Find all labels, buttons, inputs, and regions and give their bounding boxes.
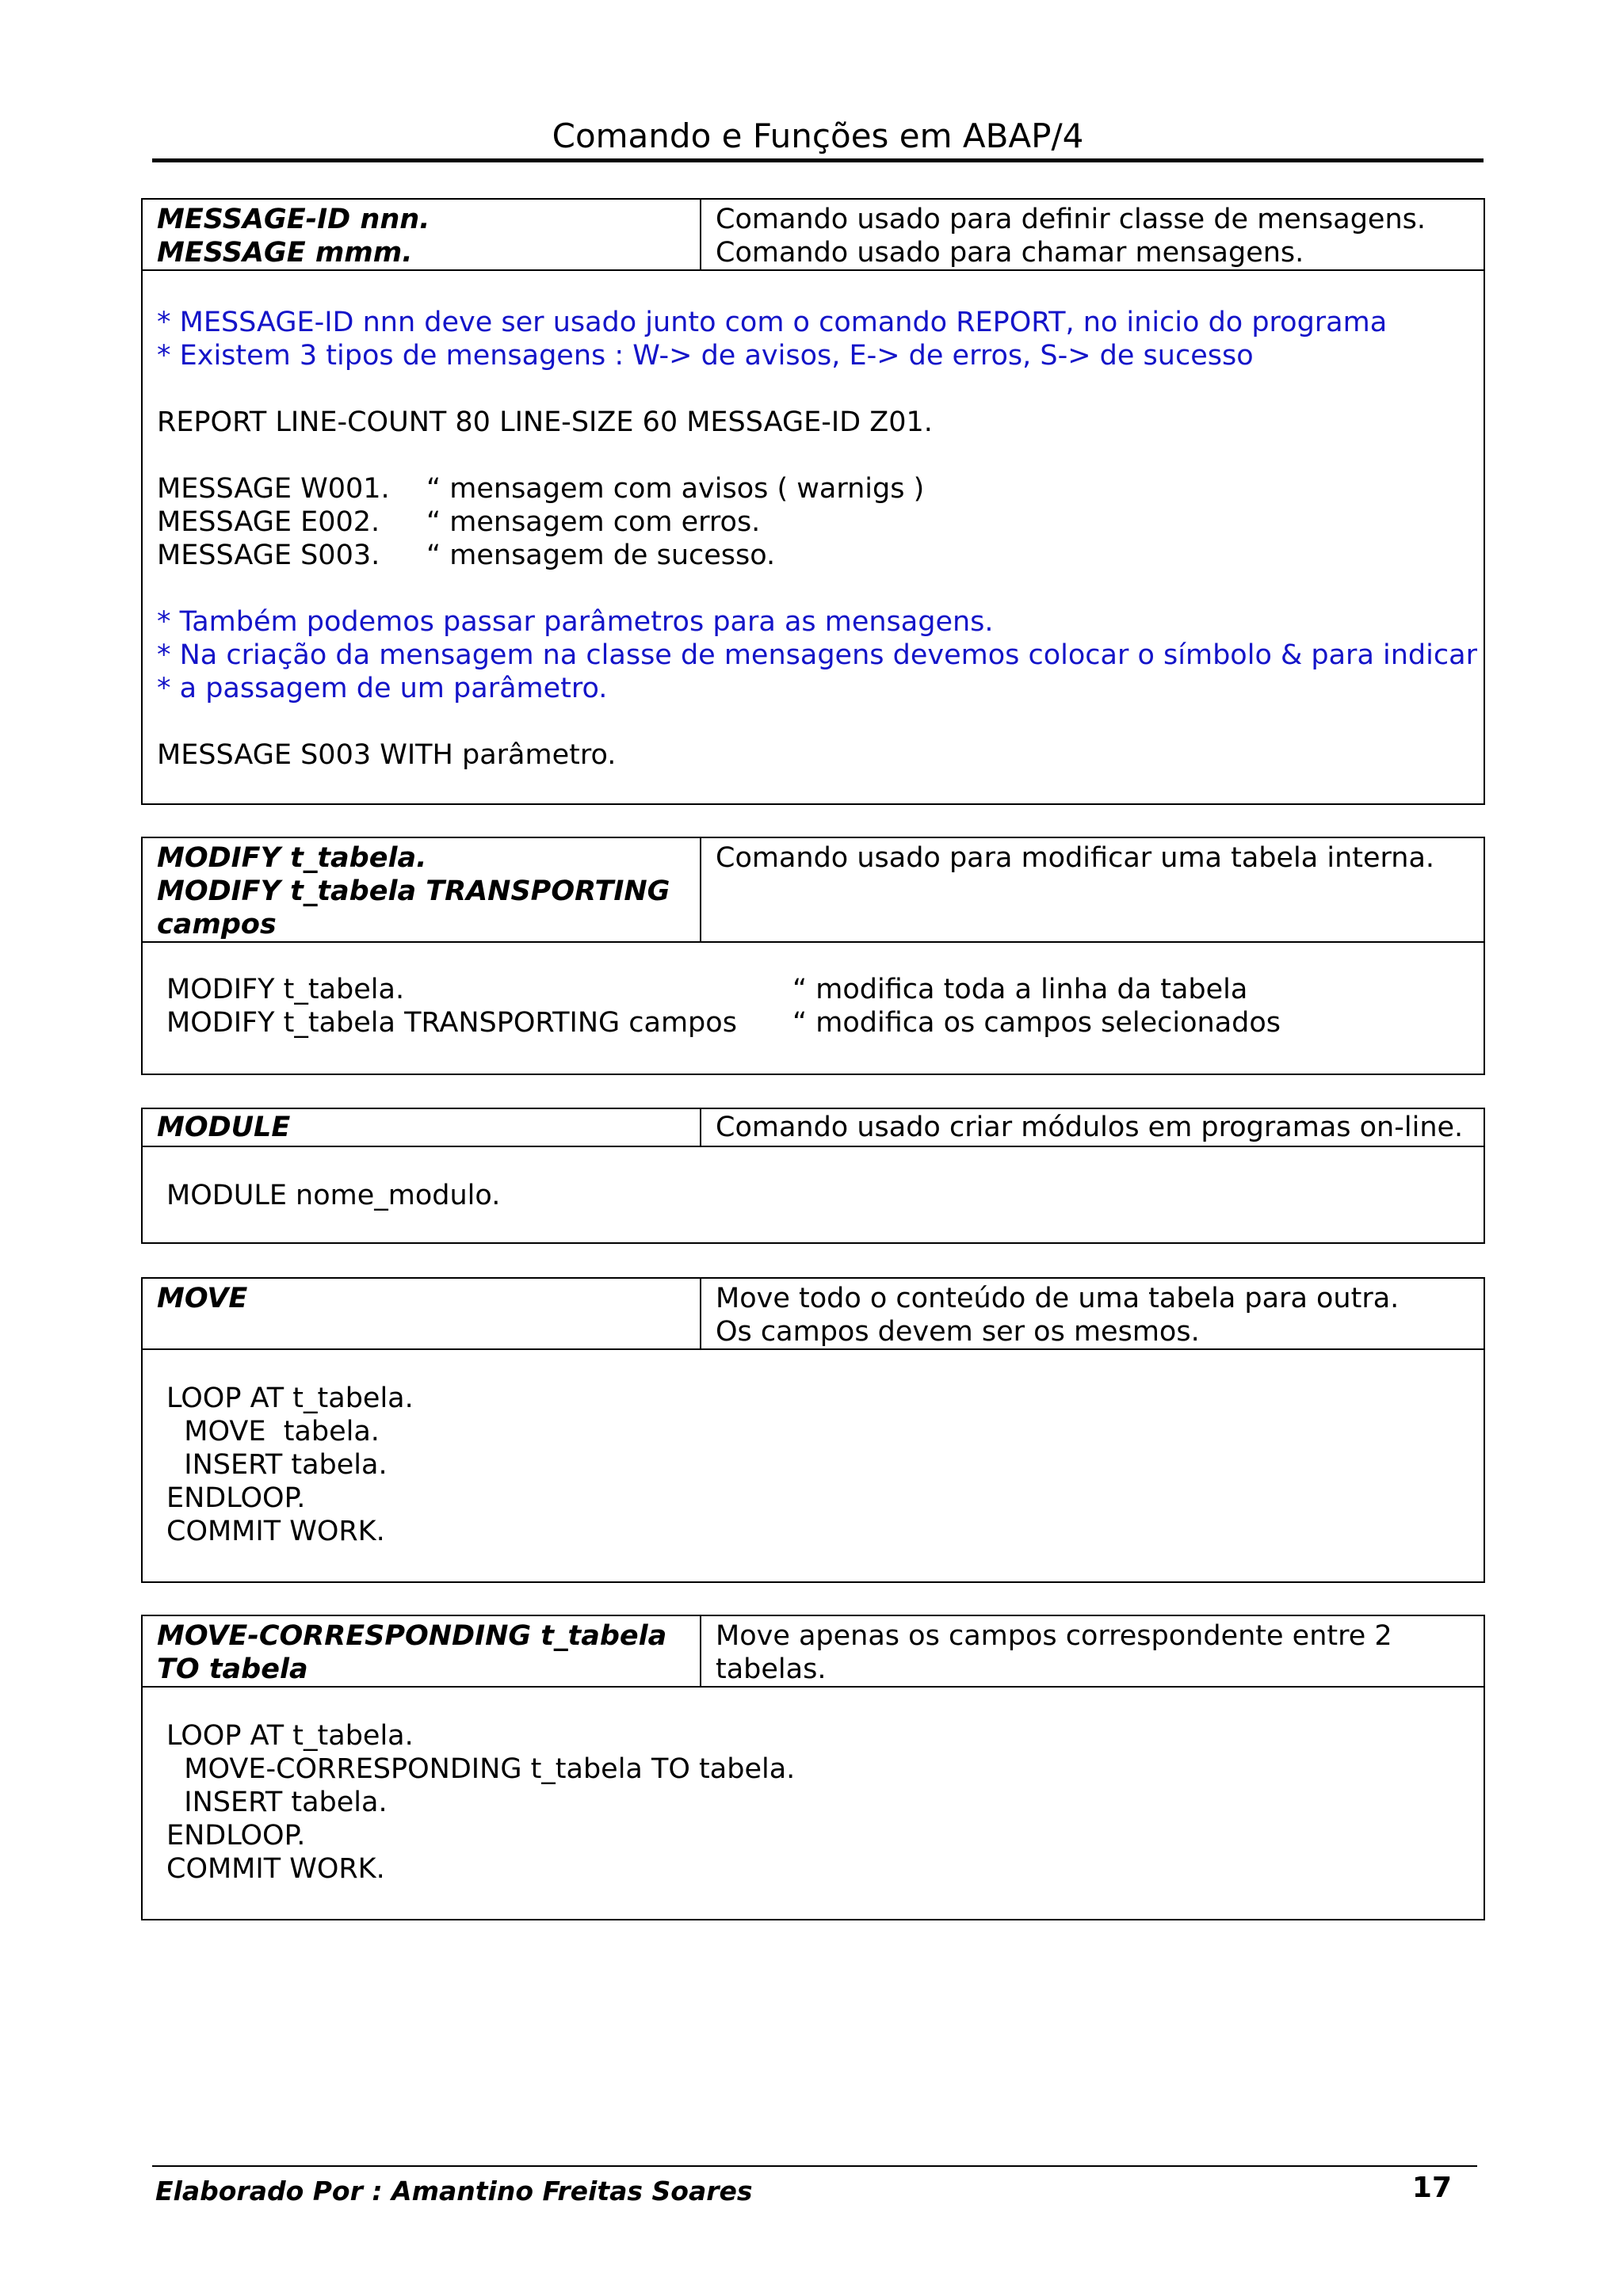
command-syntax-line: MESSAGE-ID nnn. xyxy=(157,204,430,235)
move-command-table xyxy=(141,1277,1485,1583)
command-syntax-cell xyxy=(143,200,701,269)
code-line: MODULE nome_modulo. xyxy=(166,1180,501,1211)
table-header-row xyxy=(143,1109,1484,1147)
command-syntax-cell xyxy=(143,1616,701,1686)
code-row xyxy=(157,472,1484,505)
code-comment: “ mensagem com erros. xyxy=(426,506,761,538)
comment-line: * Também podemos passar parâmetros para as mensagens. xyxy=(157,606,994,638)
page-header-title: Comando e Funções em ABAP/4 xyxy=(552,116,1084,155)
code-line: ENDLOOP. xyxy=(166,1820,306,1852)
description-line: Comando usado para modificar uma tabela interna. xyxy=(716,842,1435,874)
description-line: Os campos devem ser os mesmos. xyxy=(716,1316,1200,1348)
code-text: MODIFY t_tabela. xyxy=(166,974,405,1005)
header-divider xyxy=(152,158,1484,162)
command-syntax-line: TO tabela xyxy=(157,1653,308,1685)
code-line: COMMIT WORK. xyxy=(166,1516,385,1547)
table-header-row xyxy=(143,838,1484,943)
message-command-table xyxy=(141,198,1485,805)
code-comment: “ modifica toda a linha da tabela xyxy=(792,974,1248,1005)
table-header-row xyxy=(143,200,1484,271)
table-header-row xyxy=(143,1616,1484,1688)
command-description-cell xyxy=(701,1616,1484,1686)
code-line: REPORT LINE-COUNT 80 LINE-SIZE 60 MESSAGE-ID Z01. xyxy=(157,406,933,438)
command-syntax-line: MOVE xyxy=(157,1283,248,1314)
example-body xyxy=(143,1688,1484,1886)
comment-line: * MESSAGE-ID nnn deve ser usado junto com o comando REPORT, no inicio do programa xyxy=(157,307,1388,338)
code-line: MOVE tabela. xyxy=(166,1416,380,1447)
comment-line: * a passagem de um parâmetro. xyxy=(157,673,608,704)
example-body xyxy=(143,1147,1484,1212)
code-line: COMMIT WORK. xyxy=(166,1853,385,1885)
command-syntax-cell xyxy=(143,1109,701,1146)
module-command-table xyxy=(141,1108,1485,1244)
command-description-cell xyxy=(701,1279,1484,1348)
comment-line: * Existem 3 tipos de mensagens : W-> de avisos, E-> de erros, S-> de sucesso xyxy=(157,340,1254,372)
code-line: INSERT tabela. xyxy=(166,1787,388,1818)
description-line: Move todo o conteúdo de uma tabela para outra. xyxy=(716,1283,1400,1314)
command-syntax-line: MODIFY t_tabela. xyxy=(157,842,427,874)
code-line: INSERT tabela. xyxy=(166,1449,388,1481)
description-line: Comando usado para chamar mensagens. xyxy=(716,237,1304,269)
code-row xyxy=(166,973,1484,1006)
command-description-cell xyxy=(701,1109,1484,1146)
command-syntax-line: MODULE xyxy=(157,1112,291,1143)
command-syntax-line: MOVE-CORRESPONDING t_tabela xyxy=(157,1620,667,1652)
code-comment: “ modifica os campos selecionados xyxy=(792,1007,1281,1039)
code-text: MESSAGE S003. xyxy=(157,540,380,571)
example-body xyxy=(143,1350,1484,1548)
example-body xyxy=(143,943,1484,1039)
description-line: Comando usado criar módulos em programas on-line. xyxy=(716,1112,1464,1143)
description-line: Comando usado para definir classe de mensagens. xyxy=(716,204,1426,235)
command-syntax-line: MESSAGE mmm. xyxy=(157,237,413,269)
code-comment: “ mensagem de sucesso. xyxy=(426,540,776,571)
command-syntax-line: MODIFY t_tabela TRANSPORTING xyxy=(157,875,670,907)
comment-line: * Na criação da mensagem na classe de mensagens devemos colocar o símbolo & para indicar xyxy=(157,639,1477,671)
footer-author: Elaborado Por : Amantino Freitas Soares xyxy=(155,2176,753,2206)
page-number: 17 xyxy=(1411,2172,1452,2204)
code-line: LOOP AT t_tabela. xyxy=(166,1383,414,1414)
command-description-cell xyxy=(701,200,1484,269)
code-text: MESSAGE E002. xyxy=(157,506,380,538)
code-row xyxy=(157,505,1484,539)
code-comment: “ mensagem com avisos ( warnigs ) xyxy=(426,473,925,505)
command-syntax-line: campos xyxy=(157,909,277,940)
modify-command-table xyxy=(141,837,1485,1075)
code-line: LOOP AT t_tabela. xyxy=(166,1720,414,1752)
code-text: MODIFY t_tabela TRANSPORTING campos xyxy=(166,1007,737,1039)
example-body xyxy=(143,271,1484,772)
command-syntax-cell xyxy=(143,1279,701,1348)
code-text: MESSAGE W001. xyxy=(157,473,390,505)
code-line: ENDLOOP. xyxy=(166,1482,306,1514)
description-line: tabelas. xyxy=(716,1653,827,1685)
code-line: MESSAGE S003 WITH parâmetro. xyxy=(157,739,617,771)
code-line: MOVE-CORRESPONDING t_tabela TO tabela. xyxy=(166,1753,796,1785)
description-line: Move apenas os campos correspondente entre 2 xyxy=(716,1620,1392,1652)
code-row xyxy=(166,1006,1484,1039)
table-header-row xyxy=(143,1279,1484,1350)
footer-divider xyxy=(152,2165,1477,2167)
code-row xyxy=(157,539,1484,572)
move-corresponding-command-table xyxy=(141,1615,1485,1920)
command-syntax-cell xyxy=(143,838,701,941)
command-description-cell xyxy=(701,838,1484,941)
